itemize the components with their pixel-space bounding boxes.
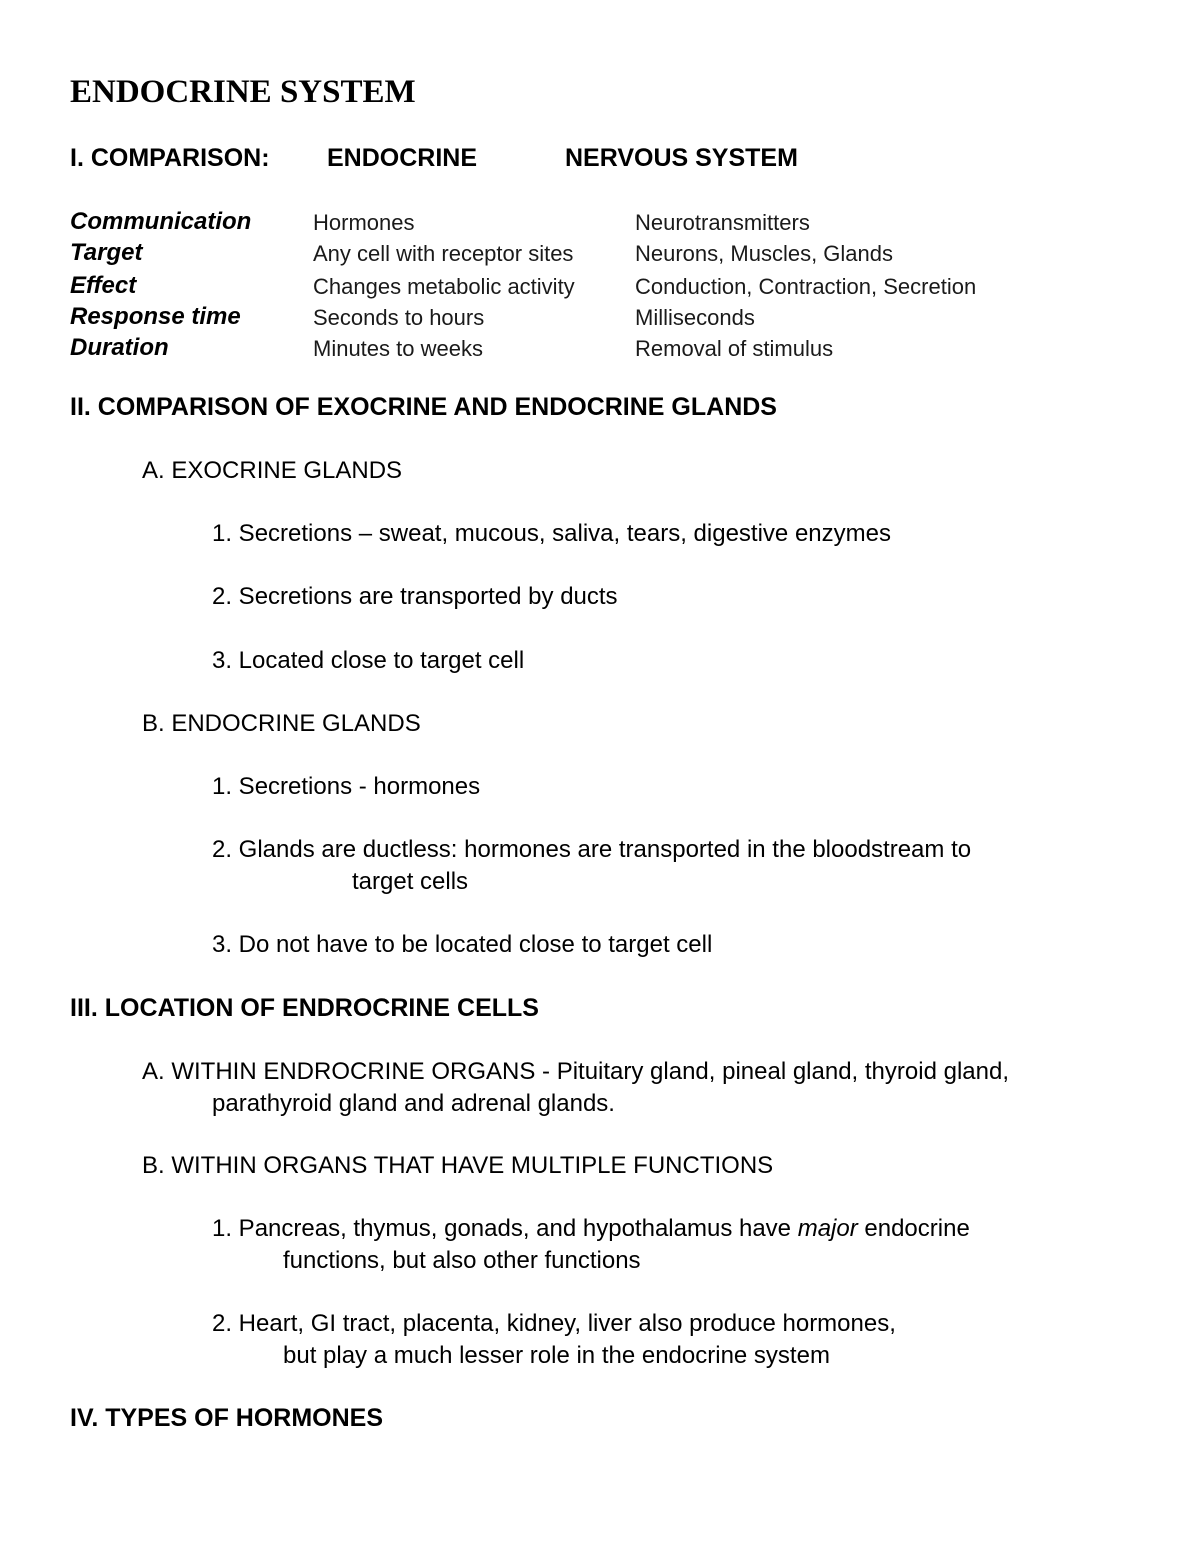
endocrine-cell: Changes metabolic activity (313, 274, 575, 299)
list-item: 2. Secretions are transported by ducts (212, 583, 618, 610)
subsection-heading: B. ENDOCRINE GLANDS (142, 710, 421, 737)
list-item: 2. Heart, GI tract, placenta, kidney, liver also produce hormones, (212, 1310, 896, 1337)
list-item: 3. Located close to target cell (212, 647, 525, 674)
section-3-heading: III. LOCATION OF ENDROCRINE CELLS (70, 994, 539, 1022)
subsection-continuation: parathyroid gland and adrenal glands. (212, 1090, 615, 1117)
list-item: 2. Glands are ductless: hormones are transported in the bloodstream to (212, 836, 972, 863)
endocrine-cell: Any cell with receptor sites (313, 241, 574, 266)
list-item (212, 1217, 970, 1241)
row-label: Duration (70, 334, 169, 361)
subsection-text: Pituitary gland, pineal gland, thyroid gland, (556, 1058, 1009, 1085)
list-item: 1. Secretions – sweat, mucous, saliva, tears, digestive enzymes (212, 520, 891, 547)
page-title: ENDOCRINE SYSTEM (70, 74, 416, 110)
list-item-text: 1. Pancreas, thymus, gonads, and hypothalamus have (212, 1215, 798, 1242)
nervous-cell: Neurotransmitters (635, 210, 810, 235)
subsection-heading (142, 1060, 1009, 1084)
nervous-cell: Removal of stimulus (635, 336, 834, 361)
section-2-heading: II. COMPARISON OF EXOCRINE AND ENDOCRINE GLANDS (70, 393, 777, 421)
nervous-cell: Conduction, Contraction, Secretion (635, 274, 977, 299)
list-item: 1. Secretions - hormones (212, 773, 481, 800)
endocrine-cell: Hormones (313, 210, 415, 235)
column-header-nervous: NERVOUS SYSTEM (565, 144, 798, 172)
row-label: Target (70, 239, 143, 266)
list-item-continuation: functions, but also other functions (283, 1247, 641, 1274)
section-1-heading: I. COMPARISON: (70, 144, 270, 172)
column-header-endocrine: ENDOCRINE (327, 144, 478, 172)
subsection-heading: A. EXOCRINE GLANDS (142, 457, 403, 484)
list-item-continuation: but play a much lesser role in the endocrine system (283, 1342, 830, 1369)
row-label: Effect (70, 272, 137, 299)
subsection-heading: B. WITHIN ORGANS THAT HAVE MULTIPLE FUNCTIONS (142, 1152, 774, 1179)
subsection-label: A. WITHIN ENDROCRINE ORGANS - (142, 1058, 557, 1085)
row-label: Response time (70, 303, 241, 330)
endocrine-cell: Seconds to hours (313, 305, 485, 330)
nervous-cell: Neurons, Muscles, Glands (635, 241, 893, 266)
nervous-cell: Milliseconds (635, 305, 755, 330)
emphasis-text: major (797, 1215, 858, 1242)
list-item-text: endocrine (857, 1215, 970, 1242)
list-item-continuation: target cells (352, 868, 469, 895)
section-4-heading: IV. TYPES OF HORMONES (70, 1404, 384, 1432)
endocrine-cell: Minutes to weeks (313, 336, 483, 361)
list-item: 3. Do not have to be located close to target cell (212, 931, 713, 958)
row-label: Communication (70, 208, 252, 235)
